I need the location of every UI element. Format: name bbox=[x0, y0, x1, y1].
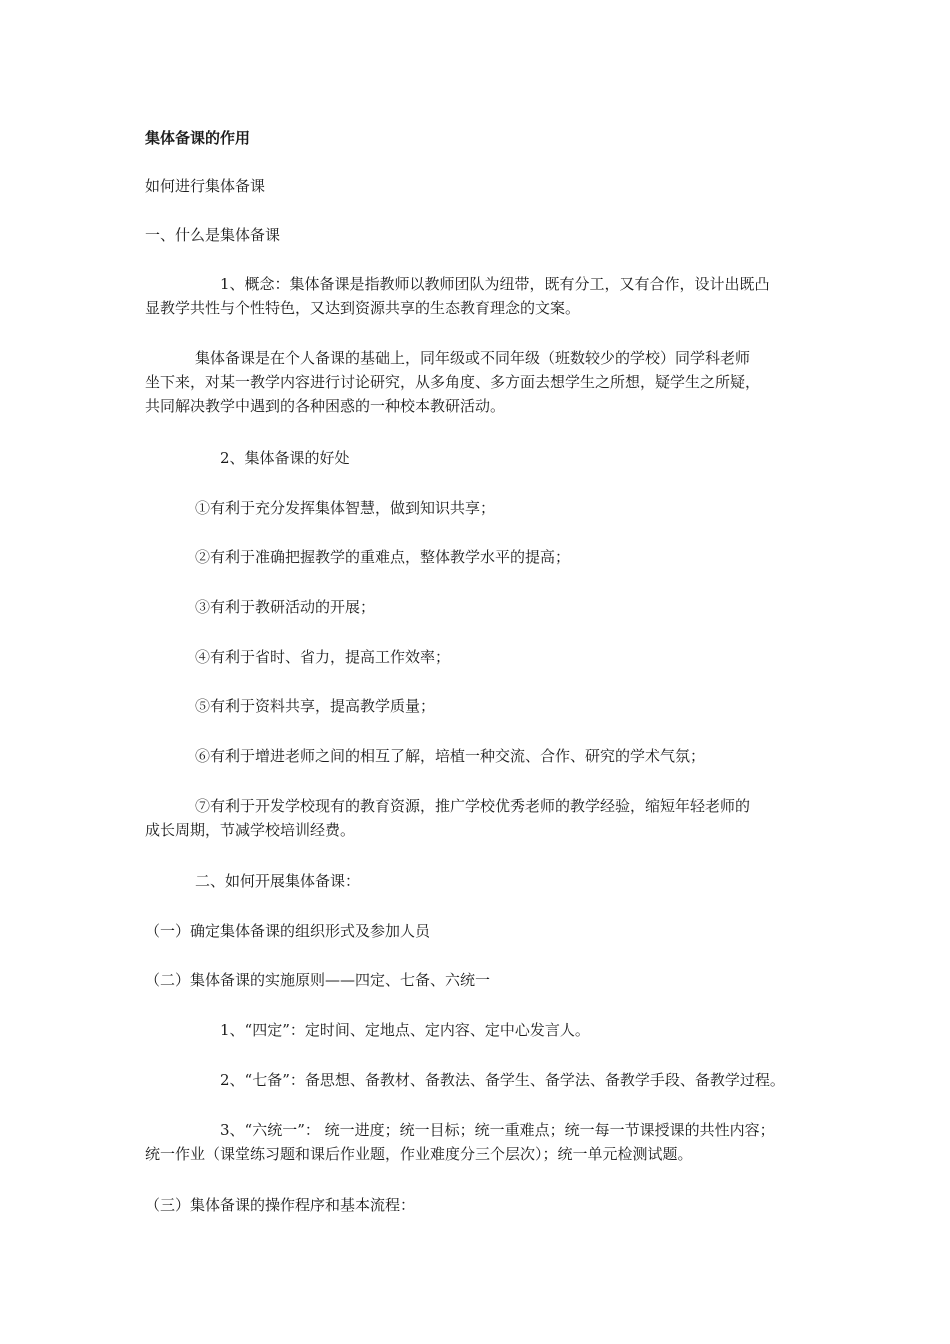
concept-paragraph-2 bbox=[145, 346, 810, 418]
benefit-item-1: ①有利于充分发挥集体智慧，做到知识共享； bbox=[195, 499, 496, 517]
paragraph-line: 共同解决教学中遇到的各种困惑的一种校本教研活动。 bbox=[145, 397, 506, 415]
rule-3 bbox=[145, 1118, 810, 1166]
benefit-item-6: ⑥有利于增进老师之间的相互了解，培植一种交流、合作、研究的学术气氛； bbox=[195, 747, 706, 765]
paragraph-line: 成长周期，节减学校培训经费。 bbox=[145, 821, 356, 839]
doc-subtitle: 如何进行集体备课 bbox=[145, 177, 266, 195]
rule-1: 1、“四定”：定时间、定地点、定内容、定中心发言人。 bbox=[220, 1021, 590, 1039]
section2-heading: 二、如何开展集体备课： bbox=[195, 872, 361, 890]
paragraph-line: 1、概念：集体备课是指教师以教师团队为纽带，既有分工，又有合作，设计出既凸 bbox=[220, 275, 770, 293]
rule-2: 2、“七备”：备思想、备教材、备教法、备学生、备学法、备教学手段、备教学过程。 bbox=[220, 1071, 785, 1089]
paragraph-line: 集体备课是在个人备课的基础上，同年级或不同年级（班数较少的学校）同学科老师 bbox=[195, 349, 751, 367]
concept-paragraph-1 bbox=[145, 272, 810, 320]
benefit-item-7 bbox=[145, 794, 810, 842]
benefit-item-4: ④有利于省时、省力，提高工作效率； bbox=[195, 648, 451, 666]
benefit-item-5: ⑤有利于资料共享，提高教学质量； bbox=[195, 697, 436, 715]
paragraph-line: 3、“六统一”： 统一进度；统一目标；统一重难点；统一每一节课授课的共性内容； bbox=[220, 1121, 775, 1139]
benefit-item-2: ②有利于准确把握教学的重难点，整体教学水平的提高； bbox=[195, 548, 571, 566]
subsection-2: （二）集体备课的实施原则——四定、七备、六统一 bbox=[145, 971, 491, 989]
benefit-item-3: ③有利于教研活动的开展； bbox=[195, 598, 376, 616]
subsection-3: （三）集体备课的操作程序和基本流程： bbox=[145, 1196, 416, 1214]
subsection-1: （一）确定集体备课的组织形式及参加人员 bbox=[145, 922, 431, 940]
doc-title: 集体备课的作用 bbox=[145, 129, 251, 147]
paragraph-line: 统一作业（课堂练习题和课后作业题，作业难度分三个层次）；统一单元检测试题。 bbox=[145, 1145, 693, 1163]
paragraph-line: 显教学共性与个性特色，又达到资源共享的生态教育理念的文案。 bbox=[145, 299, 581, 317]
benefits-heading: 2、集体备课的好处 bbox=[220, 449, 350, 467]
paragraph-line: ⑦有利于开发学校现有的教育资源，推广学校优秀老师的教学经验，缩短年轻老师的 bbox=[195, 797, 751, 815]
paragraph-line: 坐下来，对某一教学内容进行讨论研究，从多角度、多方面去想学生之所想，疑学生之所疑， bbox=[145, 373, 761, 391]
section1-heading: 一、什么是集体备课 bbox=[145, 226, 281, 244]
